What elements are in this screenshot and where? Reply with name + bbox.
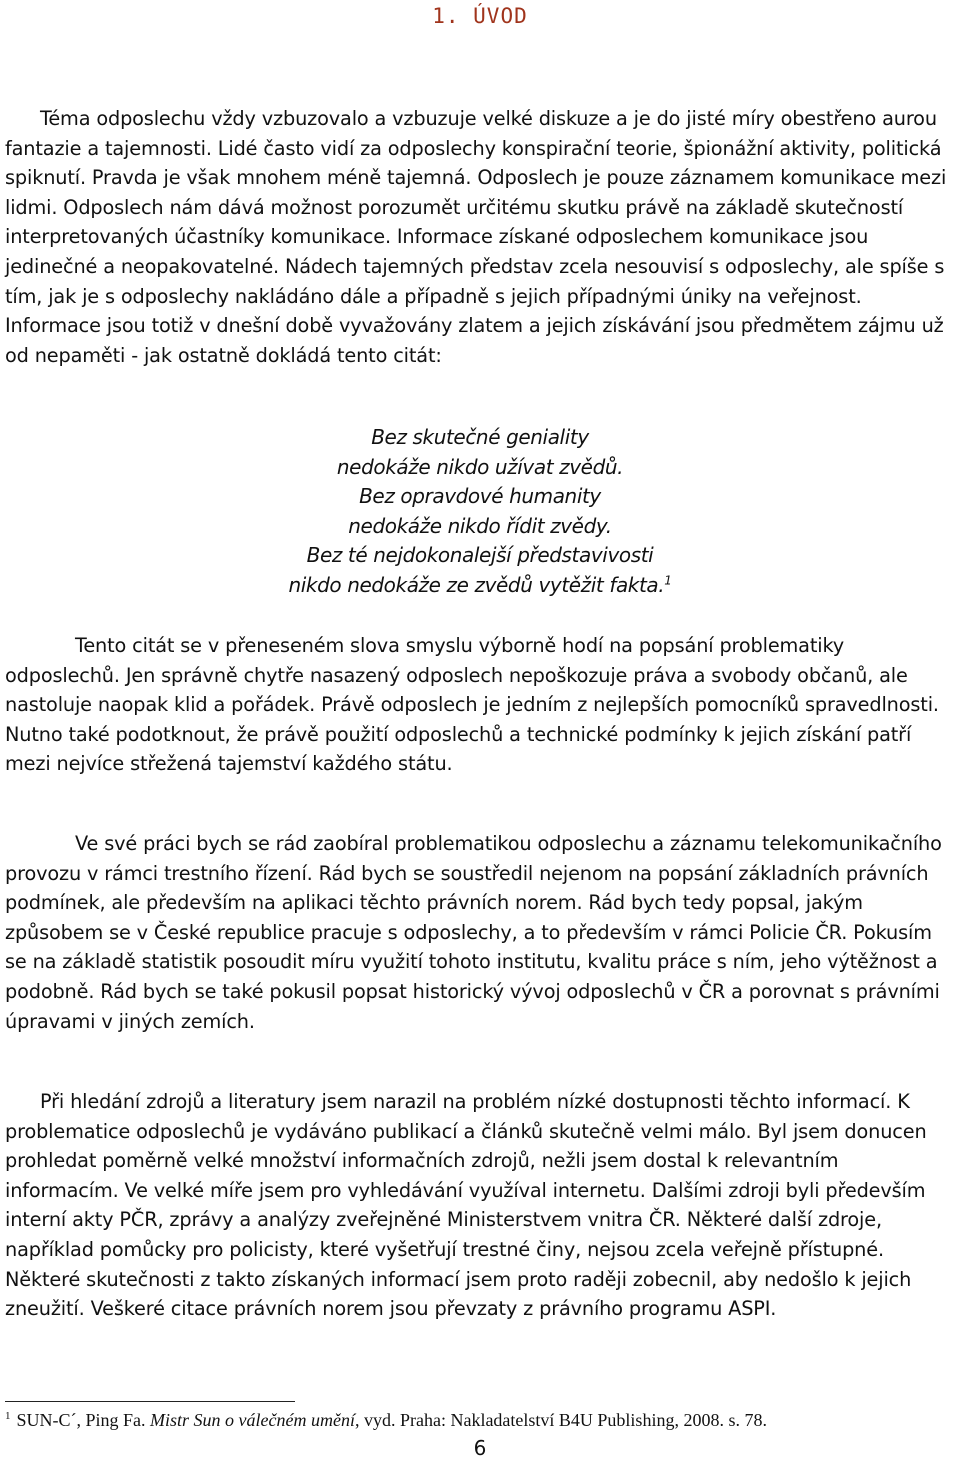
footnote-author: SUN-C´, Ping Fa.	[16, 1410, 151, 1430]
quote-block	[0, 423, 960, 601]
quote-line: nedokáže nikdo užívat zvědů.	[336, 454, 624, 479]
paragraph-intro: Téma odposlechu vždy vzbuzovalo a vzbuzuje velké diskuze a je do jisté míry obestřeno aurou fantazie a tajemnosti. Lidé často vidí za odposlechy konspirační teorie, špionážní aktivity, politická spiknutí. Pravda je však mnohem méně tajemná. Odposlech je pouze záznamem komunikace mezi lidmi. Odposlech nám dává možnost porozumět určitému skutku právě na základě skutečností interpretovaných účastníky komunikace. Informace získané odposlechem komunikace jsou jedinečné a neopakovatelné. Nádech tajemných představ zcela nesouvisí s odposlechy, ale spíše s tím, jak je s odposlechy nakládáno dále a případně s jejich případnými úniky na veřejnost. Informace jsou totiž v dnešní době vyvažovány zlatem a jejich získávání jsou předmětem zájmu už od nepaměti - jak ostatně dokládá tento citát:	[5, 107, 947, 367]
footnote-title: Mistr Sun o válečném umění	[150, 1410, 355, 1430]
quote-line: nedokáže nikdo řídit zvědy.	[348, 513, 612, 538]
page-number: 6	[473, 1436, 487, 1460]
quote-line: Bez opravdové humanity	[359, 484, 601, 509]
footnote-publication: , vyd. Praha: Nakladatelství B4U Publishing, 2008. s. 78.	[354, 1410, 767, 1430]
footnote-number: 1	[5, 1410, 11, 1422]
footnote	[5, 1410, 767, 1431]
footnote-divider	[5, 1401, 295, 1402]
paragraph-aim: Ve své práci bych se rád zaobíral problematikou odposlechu a záznamu telekomunikačního provozu v rámci trestního řízení. Rád bych se soustředil nejenom na popsání základních právních podmínek, ale především na aplikaci těchto právních norem. Rád bych tedy popsal, jakým způsobem se v České republice pracuje s odposlechy, a to především v rámci Policie ČR. Pokusím se na základě statistik posoudit míru využití tohoto institutu, kvalitu práce s ním, jeho výtěžnost a podobně. Rád bych se také pokusil popsat historický vývoj odposlechů v ČR a porovnat s právními úpravami v jiných zemích.	[5, 832, 942, 1033]
quote-line: Bez skutečné geniality	[371, 425, 589, 449]
quote-line: nikdo nedokáže ze zvědů vytěžit fakta.	[288, 572, 665, 597]
footnote-reference[interactable]: 1	[664, 573, 672, 588]
paragraph-sources: Při hledání zdrojů a literatury jsem narazil na problém nízké dostupnosti těchto informací. K problematice odposlechů je vydáváno publikací a článků skutečně velmi málo. Byl jsem donucen prohledat poměrně velké množství informačních zdrojů, nežli jsem dostal k relevantním informacím. Ve velké míře jsem pro vyhledávání využíval internetu. Dalšími zdroji byli především interní akty PČR, zprávy a analýzy zveřejněné Ministerstvem vnitra ČR. Některé další zdroje, například pomůcky pro policisty, které vyšetřují trestné činy, nejsou zcela veřejně přístupné. Některé skutečnosti z takto získaných informací jsem proto raději zobecnil, aby nedošlo k jejich zneužití. Veškeré citace právních norem jsou převzaty z právního programu ASPI.	[5, 1090, 927, 1321]
quote-line-last	[0, 571, 960, 601]
paragraph-quote-comment: Tento citát se v přeneseném slova smyslu výborně hodí na popsání problematiky odposlechů. Jen správně chytře nasazený odposlech nepoškozuje práva a svobody občanů, ale nastoluje naopak klid a pořádek. Právě odposlech je jedním z nejlepších pomocníků spravedlnosti. Nutno také podotknout, že právě použití odposlechů a technické podmínky k jejich získání patří mezi nejvíce střežená tajemství každého státu.	[5, 634, 939, 776]
quote-line: Bez té nejdokonalejší představivosti	[306, 543, 654, 568]
chapter-heading: 1. ÚVOD	[432, 4, 528, 28]
